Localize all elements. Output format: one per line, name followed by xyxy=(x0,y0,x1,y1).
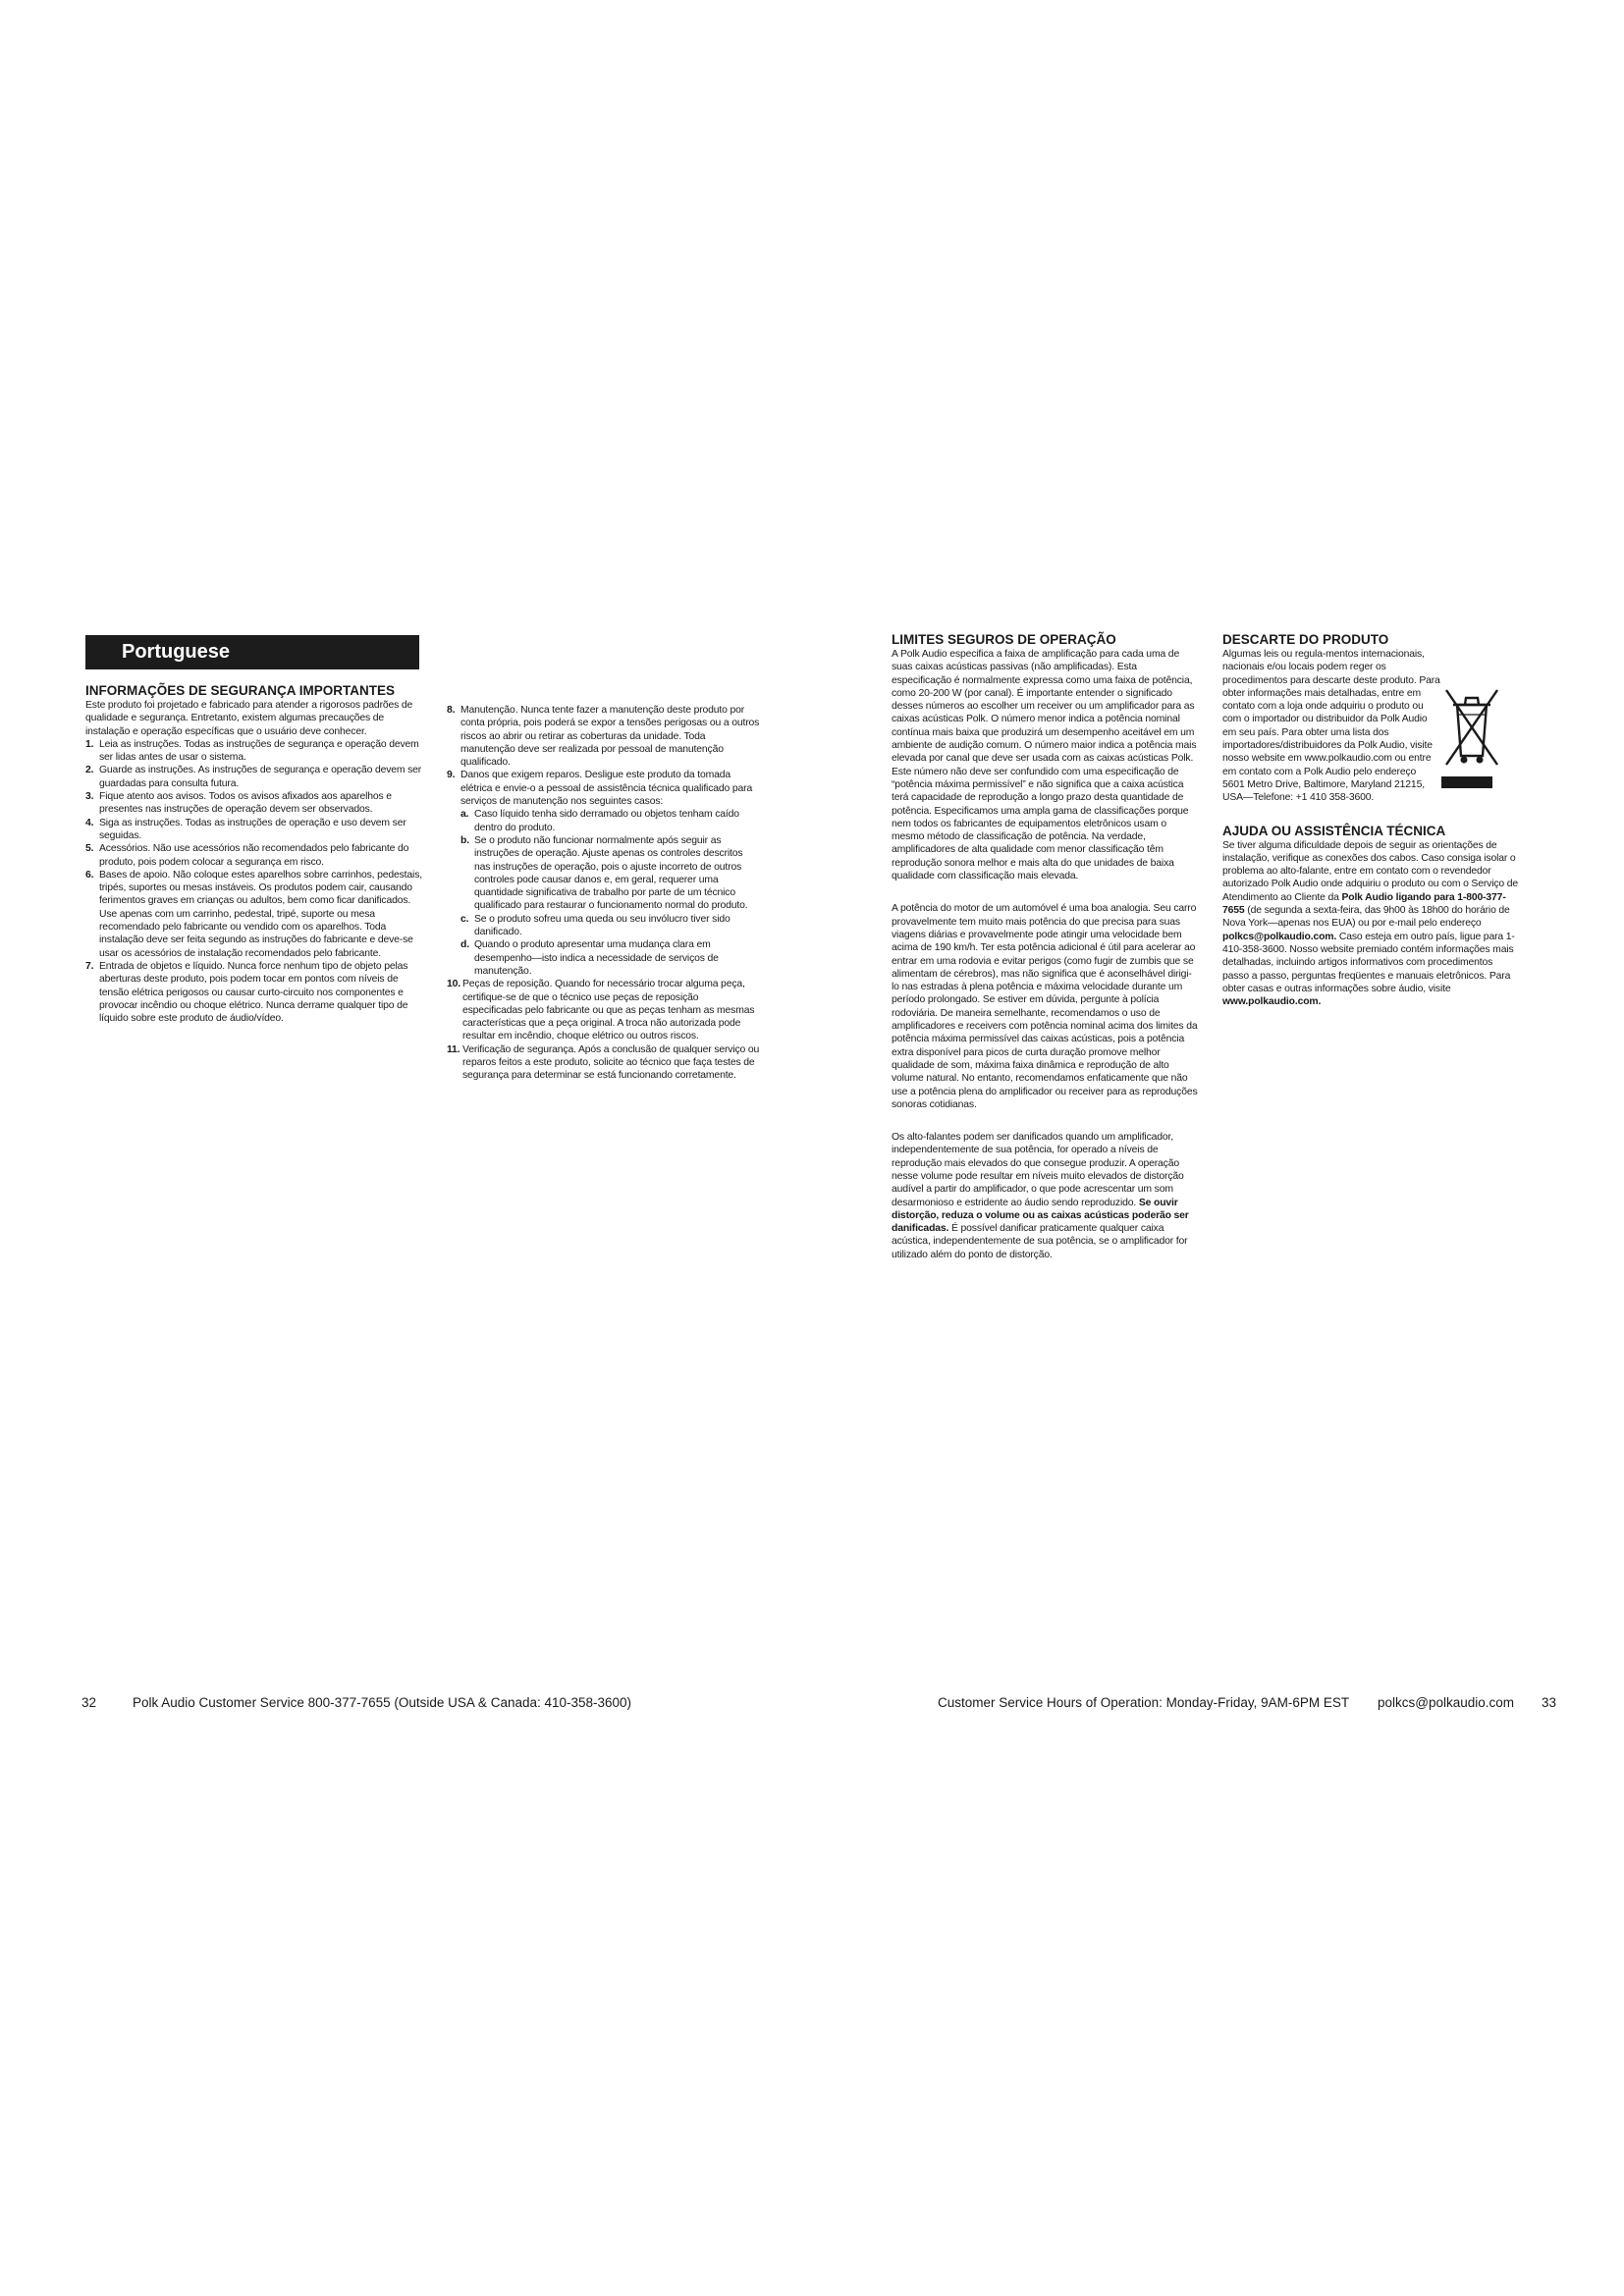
list-item: 5. Acessórios. Não use acessórios não recomendados pelo fabricante do produto, pois podem colocar a segurança em risco. xyxy=(85,843,409,868)
sublist-item: d. Quando o produto apresentar uma mudança clara em desempenho—isto indica a necessidade de serviços de manutenção. xyxy=(460,939,719,977)
paragraph: Algumas leis ou regula-mentos internacionais, nacionais e/ou locais podem reger os procedimentos para descarte deste produto. Para obter informações mais detalhadas, entre em contato com a loja onde adquiriu o produto ou com o importador ou distribuidor da Polk Audio em seu país. Para obter uma lista dos importadores/distribuidores da Polk Audio, visite nosso website em www.polkaudio.com ou entre em contato com a Polk Audio pelo endereço 5601 Metro Drive, Baltimore, Maryland 21215, USA—Telefone: +1 410 358-3600. xyxy=(1222,649,1440,804)
footer-right-page-number: 33 xyxy=(1542,1695,1557,1710)
safety-list xyxy=(85,738,424,1026)
paragraph: A potência do motor de um automóvel é uma boa analogia. Seu carro provavelmente tem muito mais potência do que precisa para suas viagens diárias e provavelmente pode atingir uma velocidade bem acima de 190 km/h. Ter esta potência adicional é útil para acelerar ao entrar em uma rodovia e evitar perigos (como fugir de zumbis que se alimentam de cérebros), mas não significa que é aconselhável dirigi-lo nas estradas à plena potência e máxima velocidade durante um período prolongado. Se estiver em dúvida, pergunte à polícia rodoviária. De maneira semelhante, recomendamos o uso de amplificadores e receivers com potência nominal acima dos limites da potência máxima permissível das caixas acústicas, pois a potência extra disponível para picos de curta duração promove melhor qualidade de som, máxima faixa dinâmica e reprodução de alto volume natural. No entanto, recomendamos enfaticamente que não use a potência plena do amplificador ou receiver para as reproduções sonoras cotidianas. xyxy=(892,903,1198,1110)
column-safety-info-continued xyxy=(447,704,761,1083)
footer-right-text: Customer Service Hours of Operation: Monday-Friday, 9AM-6PM EST xyxy=(938,1695,1350,1710)
paragraph: Se tiver alguma dificuldade depois de seguir as orientações de instalação, verifique as conexões dos cabos. Caso consiga isolar o problema ao alto-falante, entre em contato com o revendedor autorizado Polk Audio onde adquiriu o produto ou com o Serviço de Atendimento ao Cliente da Polk Audio ligando para 1-800-377-7655 (de segunda a sexta-feira, das 9h00 às 18h00 do horário de Nova York—apenas nos EUA) ou por e-mail pelo endereço polkcs@polkaudio.com. Caso esteja em outro país, ligue para 1-410-358-3600. Nosso website premiado contém informações mais detalhadas, incluindo artigos informativos com procedimentos passo a passo, perguntas freqüentes e manuais eletrônicos. Para obter casas e outras informações sobre áudio, visite www.polkaudio.com. xyxy=(1222,839,1519,1008)
column-safety-info xyxy=(85,682,424,1025)
column-operating-limits xyxy=(892,631,1198,1261)
heading-safety: INFORMAÇÕES DE SEGURANÇA IMPORTANTES xyxy=(85,683,396,698)
heading-help: AJUDA OU ASSISTÊNCIA TÉCNICA xyxy=(1222,823,1446,838)
paragraph: Os alto-falantes podem ser danificados quando um amplificador, independentemente de sua potência, for operado a níveis de reprodução mais elevados do que consegue produzir. A operação nesse volume pode resultar em níveis muito elevados de distorção audível a partir do amplificador, o que pode acrescentar um som desarmonioso e estridente ao áudio sendo reproduzido. Se ouvir distorção, reduza o volume ou as caixas acústicas poderão ser danificadas. É possível danificar praticamente qualquer caixa acústica, independentemente de sua potência, se o amplificador for utilizado além do ponto de distorção. xyxy=(892,1132,1189,1260)
list-item: 4. Siga as instruções. Todas as instruções de operação e uso devem ser seguidas. xyxy=(85,817,406,841)
list-item: 8. Manutenção. Nunca tente fazer a manutenção deste produto por conta própria, pois poderá se expor a tensões perigosas ou a outros riscos ao abrir ou retirar as coberturas da unidade. Toda manutenção deve ser realizada por pessoal de manutenção qualificado. xyxy=(447,705,760,769)
list-item: 3. Fique atento aos avisos. Todos os avisos afixados aos aparelhos e presentes nas instruções de operação devem ser observados. xyxy=(85,791,392,816)
footer-email: polkcs@polkaudio.com xyxy=(1378,1695,1515,1710)
footer-left-text: Polk Audio Customer Service 800-377-7655 (Outside USA & Canada: 410-358-3600) xyxy=(133,1695,632,1710)
list-item: 9. Danos que exigem reparos. Desligue este produto da tomada elétrica e envie-o a pessoal de assistência técnica qualificado para serviços de manutenção nos seguintes casos: a. Caso líquido tenha sido derramado ou objetos tenham caído dentro do produto. b. Se o produto não funcionar normalmente após seguir as instruções de operação. Ajuste apenas os controles descritos nas instruções de operação, pois o ajuste incorreto de outros controles pode causar danos e, em geral, requerer uma quantidade significativa de trabalho por parte de um técnico qualificado para restaurar o funcionamento normal do produto. c. Se o produto sofreu uma queda ou seu invólucro tiver sido danificado. d. Quando o produto apresentar uma mudança clara em desempenho—isto indica a necessidade de serviços de manutenção. xyxy=(447,769,761,978)
paragraph: A Polk Audio especifica a faixa de amplificação para cada uma de suas caixas acústicas passivas (não amplificadas). Esta especificação é normalmente expressa como uma faixa de potência, como 20-200 W (por canal). É importante entender o significado desses números ao escolher um receiver ou um amplificador para as caixas acústicas Polk. O número menor indica a potência nominal contínua mais baixa que produzirá um desempenho aceitável em um ambiente de audição comum. O número maior indica a potência mais elevada por canal que deve ser usada com as caixas acústicas Polk. Este número não deve ser confundido com uma especificação de “potência máxima permissível” e não significa que a caixa acústica terá capacidade de reprodução a longo prazo desta quantidade de potência. Especificamos uma ampla gama de classificações porque nem todos os fabricantes de equipamentos eletrônicos usam o mesmo método de classificação de potência. Na verdade, amplificadores de alta qualidade com menor classificação têm reprodução sonora melhor e mais alta do que unidades de baixa qualidade com classificação mais elevada. xyxy=(892,649,1197,882)
list-item: 1. Leia as instruções. Todas as instruções de segurança e operação devem ser lidas antes de usar o sistema. xyxy=(85,738,419,764)
list-item: 6. Bases de apoio. Não coloque estes aparelhos sobre carrinhos, pedestais, tripés, suportes ou mesas instáveis. Os produtos podem cair, causando ferimentos graves em crianças ou adultos, bem como ficar danificados. Use apenas com um carrinho, pedestal, tripé, suporte ou mesa recomendado pelo fabricante ou vendido com os aparelhos. Toda instalação deve ser feita segundo as instruções do fabricante e deve-se usar os acessórios de instalação recomendados pelo fabricante. xyxy=(85,869,422,959)
damage-sublist xyxy=(460,808,761,978)
safety-list-continued xyxy=(447,704,761,1083)
weee-bar xyxy=(1441,776,1492,788)
list-item: 11. Verificação de segurança. Após a conclusão de qualquer serviço ou reparos feitos a este produto, solicite ao técnico que faça testes de segurança para determinar se está funcionando corretamente. xyxy=(447,1043,760,1082)
sublist-item: b. Se o produto não funcionar normalmente após seguir as instruções de operação. Ajuste apenas os controles descritos nas instruções de operação, pois o ajuste incorreto de outros controles pode causar danos e, em geral, requerer uma quantidade significativa de trabalho por parte de um técnico qualificado para restaurar o funcionamento normal do produto. xyxy=(460,834,748,912)
list-item: 10. Peças de reposição. Quando for necessário trocar alguma peça, certifique-se de que o técnico use peças de reposição especificadas pelo fabricante ou que as peças tenham as mesmas características que a peça original. A troca não autorizada pode resultar em incêndio, choque elétrico ou outros riscos. xyxy=(447,979,755,1042)
heading-disposal: DESCARTE DO PRODUTO xyxy=(1222,632,1389,647)
language-tab: Portuguese xyxy=(85,635,419,669)
list-item: 7. Entrada de objetos e líquido. Nunca force nenhum tipo de objeto pelas aberturas deste produto, pois podem tocar em pontos com níveis de tensão elétrica perigosos ou causar curto-circuito nos componentes e provocar incêndio ou choque elétrico. Nunca derrame qualquer tipo de líquido sobre este produto de áudio/vídeo. xyxy=(85,960,408,1025)
weee-recycle-bin-icon xyxy=(1443,687,1500,768)
heading-operating-limits: LIMITES SEGUROS DE OPERAÇÃO xyxy=(892,632,1116,647)
sublist-item: c. Se o produto sofreu uma queda ou seu invólucro tiver sido danificado. xyxy=(460,913,731,938)
list-item: 2. Guarde as instruções. As instruções de segurança e operação devem ser guardadas para consulta futura. xyxy=(85,765,422,789)
safety-intro: Este produto foi projetado e fabricado para atender a rigorosos padrões de qualidade e segurança. Entretanto, existem algumas precauções de instalação e operação específicas que o usuário deve conhecer. xyxy=(85,700,413,737)
footer-left-page-number: 32 xyxy=(81,1695,97,1710)
sublist-item: a. Caso líquido tenha sido derramado ou objetos tenham caído dentro do produto. xyxy=(460,809,739,833)
